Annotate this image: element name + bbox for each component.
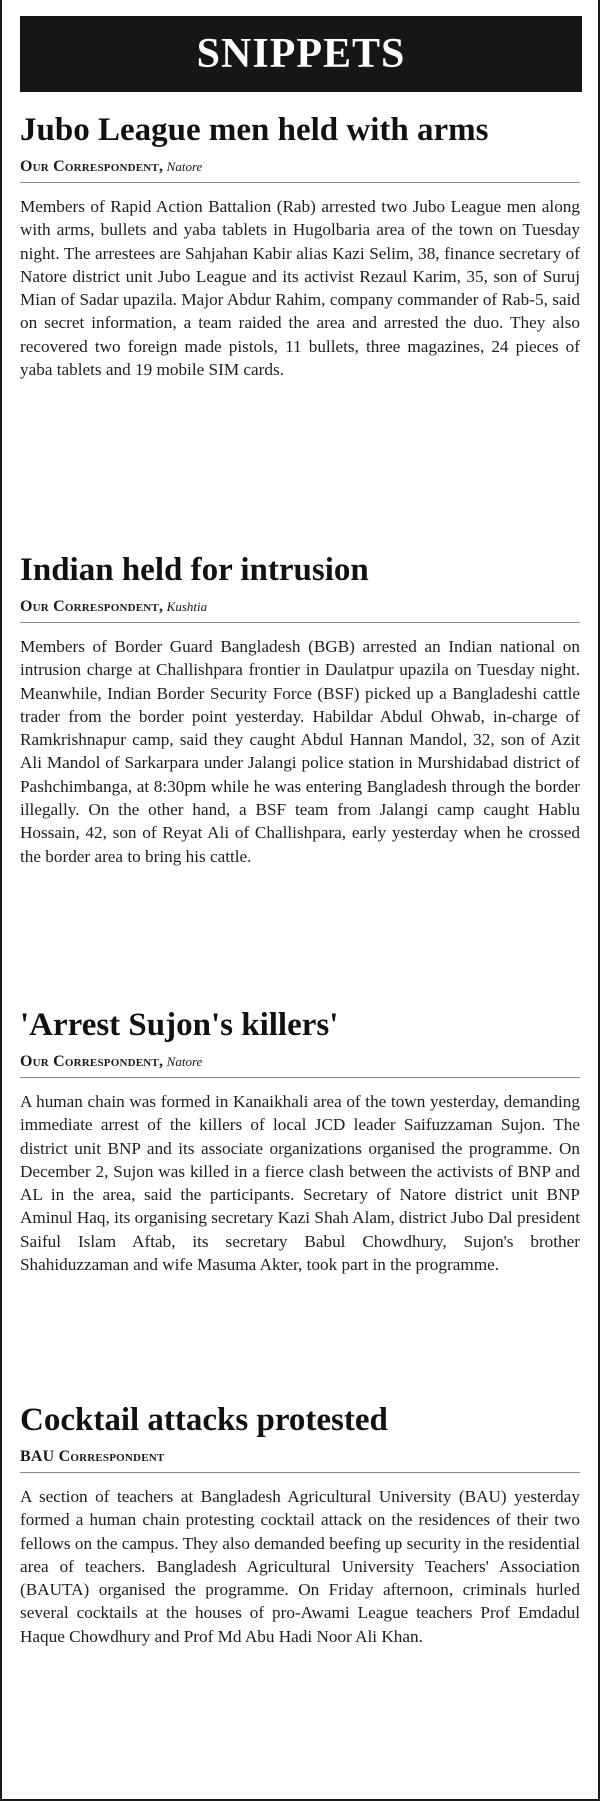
story-cocktail-attacks [20, 1400, 580, 1800]
story-byline [20, 158, 580, 183]
story-headline: Jubo League men held with arms [20, 112, 489, 148]
byline-location: Kushtia [166, 599, 208, 614]
story-headline: 'Arrest Sujon's killers' [20, 1007, 339, 1043]
byline-location: Natore [166, 159, 203, 174]
stories-column [20, 110, 580, 1800]
story-body: A human chain was formed in Kanaikhali area of the town yesterday, demanding immediate arrest of the killers of local JCD leader Saifuzzaman Sujon. The district unit BNP and its associate organizations organised the programme. On December 2, Sujon was killed in a fierce clash between the activists of BNP and AL in the area, said the participants. Secretary of Natore district unit BNP Aminul Haq, its organising secretary Kazi Shah Alam, district Jubo Dal president Saiful Islam Aftab, its secretary Babul Chowdhury, Sujon's brother Shahiduzzaman and wife Masuma Akter, took part in the programme. [20, 1092, 580, 1275]
byline-author: Our Correspondent, [20, 598, 164, 615]
story-byline [20, 1053, 580, 1078]
story-body: Members of Rapid Action Battalion (Rab) arrested two Jubo League men along with arms, bullets and yaba tablets in Hugolbaria area of the town on Tuesday night. The arrestees are Sahjahan Kabir alias Kazi Selim, 38, finance secretary of Natore district unit Jubo League and its activist Rezaul Karim, 35, son of Suruj Mian of Sadar upazila. Major Abdur Rahim, company commander of Rab-5, said on secret information, a team raided the area and arrested the duo. They also recovered two foreign made pistols, 11 bullets, three magazines, 24 pieces of yaba tablets and 19 mobile SIM cards. [20, 197, 580, 380]
story-sujon-killers [20, 1005, 580, 1400]
story-indian-intrusion [20, 550, 580, 1005]
section-masthead [20, 16, 582, 92]
byline-author: Our Correspondent, [20, 1053, 164, 1070]
story-body: A section of teachers at Bangladesh Agricultural University (BAU) yesterday formed a human chain protesting cocktail attack on the residences of their two fellows on the campus. They also demanded beefing up security in the residential area of teachers. Bangladesh Agricultural University Teachers' Association (BAUTA) organised the programme. On Friday afternoon, criminals hurled several cocktails at the houses of pro-Awami League teachers Prof Emdadul Haque Chowdhury and Prof Md Abu Hadi Noor Ali Khan. [20, 1487, 580, 1646]
story-byline [20, 1448, 580, 1473]
byline-location: Natore [166, 1054, 203, 1069]
byline-author: BAU Correspondent [20, 1448, 165, 1465]
story-jubo-league [20, 110, 580, 550]
story-byline [20, 598, 580, 623]
story-headline: Cocktail attacks protested [20, 1402, 388, 1438]
story-headline: Indian held for intrusion [20, 552, 369, 588]
story-body: Members of Border Guard Bangladesh (BGB) arrested an Indian national on intrusion charge at Challishpara frontier in Daulatpur upazila on Tuesday night. Meanwhile, Indian Border Security Force (BSF) picked up a Bangladeshi cattle trader from the border point yesterday. Habildar Abdul Ohwab, in-charge of Ramkrishnapur camp, said they caught Abdul Hannan Mandol, 32, son of Azit Ali Mandol of Sarkarpara under Jalangi police station in Murshidabad district of Pashchimbanga, at 8:30pm while he was entering Bangladesh through the border illegally. On the other hand, a BSF team from Jalangi camp caught Hablu Hossain, 42, son of Reyat Ali of Challishpara, early yesterday when he crossed the border area to bring his cattle. [20, 637, 580, 866]
section-title: SNIPPETS [196, 31, 406, 77]
byline-author: Our Correspondent, [20, 158, 164, 175]
